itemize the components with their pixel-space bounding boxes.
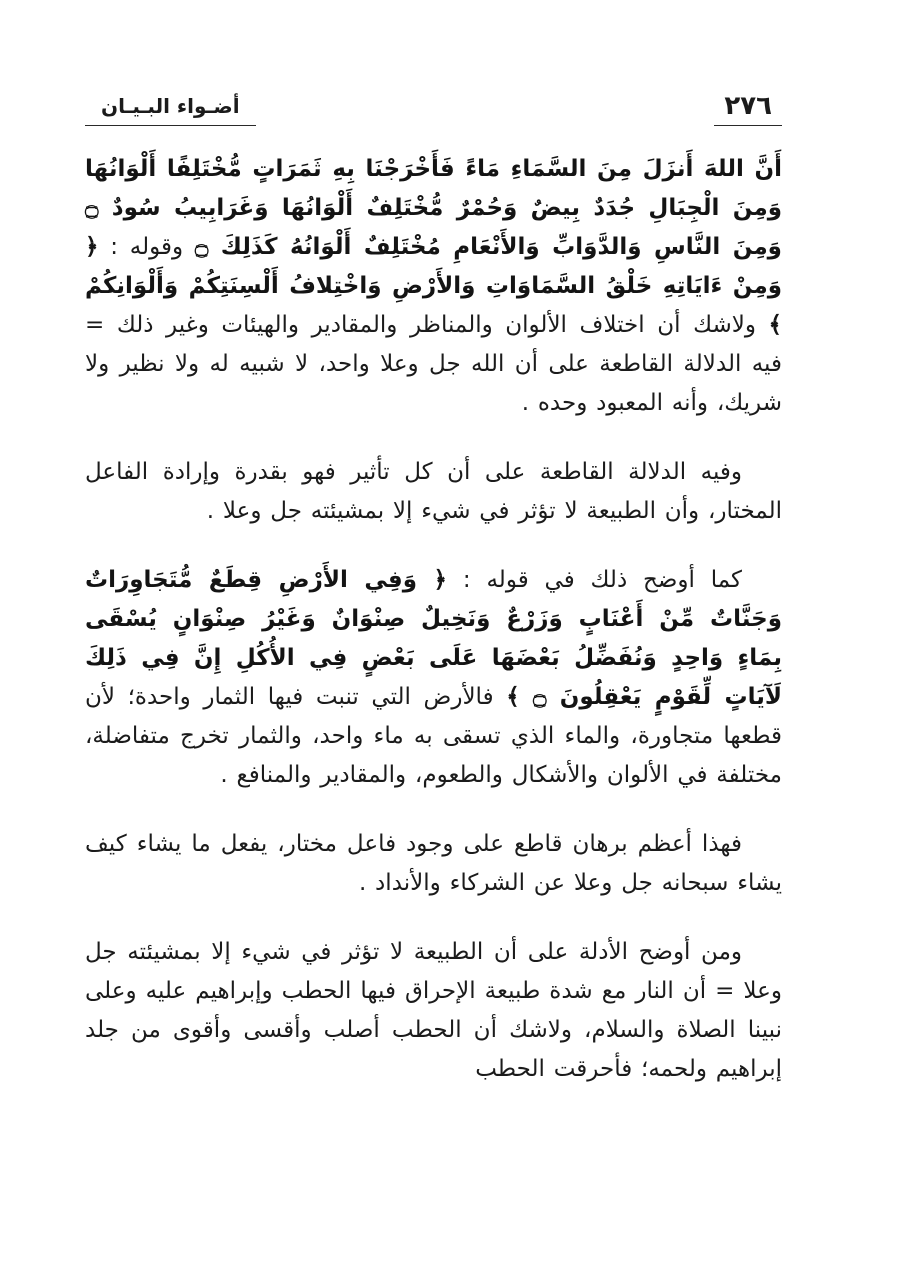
body-text-segment: وفيه الدلالة القاطعة على أن كل تأثير فهو بقدرة وإرادة الفاعل المختار، وأن الطبيعة لا تؤثر في شيء إلا بمشيئته جل وعلا . <box>85 459 782 524</box>
body-text-segment: ولاشك أن اختلاف الألوان والمناظر والمقادير والهيئات وغير ذلك = فيه الدلالة القاطعة على أن الله جل وعلا واحد، لا شبيه له ولا نظير ولا شريك، وأنه المعبود وحده . <box>85 312 782 416</box>
quran-verse: ﴿ وَمِنْ ءَايَاتِهِ خَلْقُ السَّمَاوَاتِ وَالأَرْضِ وَاخْتِلافُ أَلْسِنَتِكُمْ وَأَلْوَانِكُمْ ﴾ <box>85 234 782 338</box>
quran-verse: أَنَّ اللهَ أَنزَلَ مِنَ السَّمَاءِ مَاءً فَأَخْرَجْنَا بِهِ ثَمَرَاتٍ مُّخْتَلِفًا أَلْوَانُهَا وَمِنَ الْجِبَالِ جُدَدٌ بِيضٌ وَحُمْرٌ مُّخْتَلِفٌ أَلْوَانُهَا وَغَرَابِيبُ سُودٌ ۝ وَمِنَ النَّاسِ وَالدَّوَابِّ وَالأَنْعَامِ مُخْتَلِفٌ أَلْوَانُهُ كَذَلِكَ ۝ <box>85 156 782 260</box>
quran-verse: ﴿ وَفِي الأَرْضِ قِطَعٌ مُّتَجَاوِرَاتٌ وَجَنَّاتٌ مِّنْ أَعْنَابٍ وَزَرْعٌ وَنَخِيلٌ صِنْوَانٌ وَغَيْرُ صِنْوَانٍ يُسْقَى بِمَاءٍ وَاحِدٍ وَنُفَضِّلُ بَعْضَهَا عَلَى بَعْضٍ فِي الأُكُلِ إِنَّ فِي ذَلِكَ لَآيَاتٍ لِّقَوْمٍ يَعْقِلُونَ ۝ ﴾ <box>85 567 782 710</box>
paragraph <box>85 150 782 423</box>
paragraph <box>85 561 782 795</box>
page-number: ٢٧٦ <box>714 92 782 126</box>
book-title: أضـواء البـيـان <box>85 94 256 126</box>
body-text-segment: ومن أوضح الأدلة على أن الطبيعة لا تؤثر في شيء إلا بمشيئته جل وعلا = أن النار مع شدة طبيعة الإحراق فيها الحطب وإبراهيم عليه وعلى نبينا الصلاة والسلام، ولاشك أن الحطب أصلب وأقسى وأقوى من جلد إبراهيم ولحمه؛ فأحرقت الحطب <box>85 939 782 1082</box>
body-text-segment: وقوله : <box>98 234 195 260</box>
page-header <box>85 92 782 126</box>
body-text <box>85 150 782 1089</box>
body-text-segment: فهذا أعظم برهان قاطع على وجود فاعل مختار، يفعل ما يشاء كيف يشاء سبحانه جل وعلا عن الشركاء والأنداد . <box>85 831 782 896</box>
paragraph <box>85 933 782 1089</box>
body-text-segment: فالأرض التي تنبت فيها الثمار واحدة؛ لأن قطعها متجاورة، والماء الذي تسقى به ماء واحد، والثمار تخرج متفاضلة، مختلفة في الألوان والأشكال والطعوم، والمقادير والمنافع . <box>85 684 782 788</box>
paragraph <box>85 453 782 531</box>
paragraph <box>85 825 782 903</box>
body-text-segment: كما أوضح ذلك في قوله : <box>447 567 743 593</box>
